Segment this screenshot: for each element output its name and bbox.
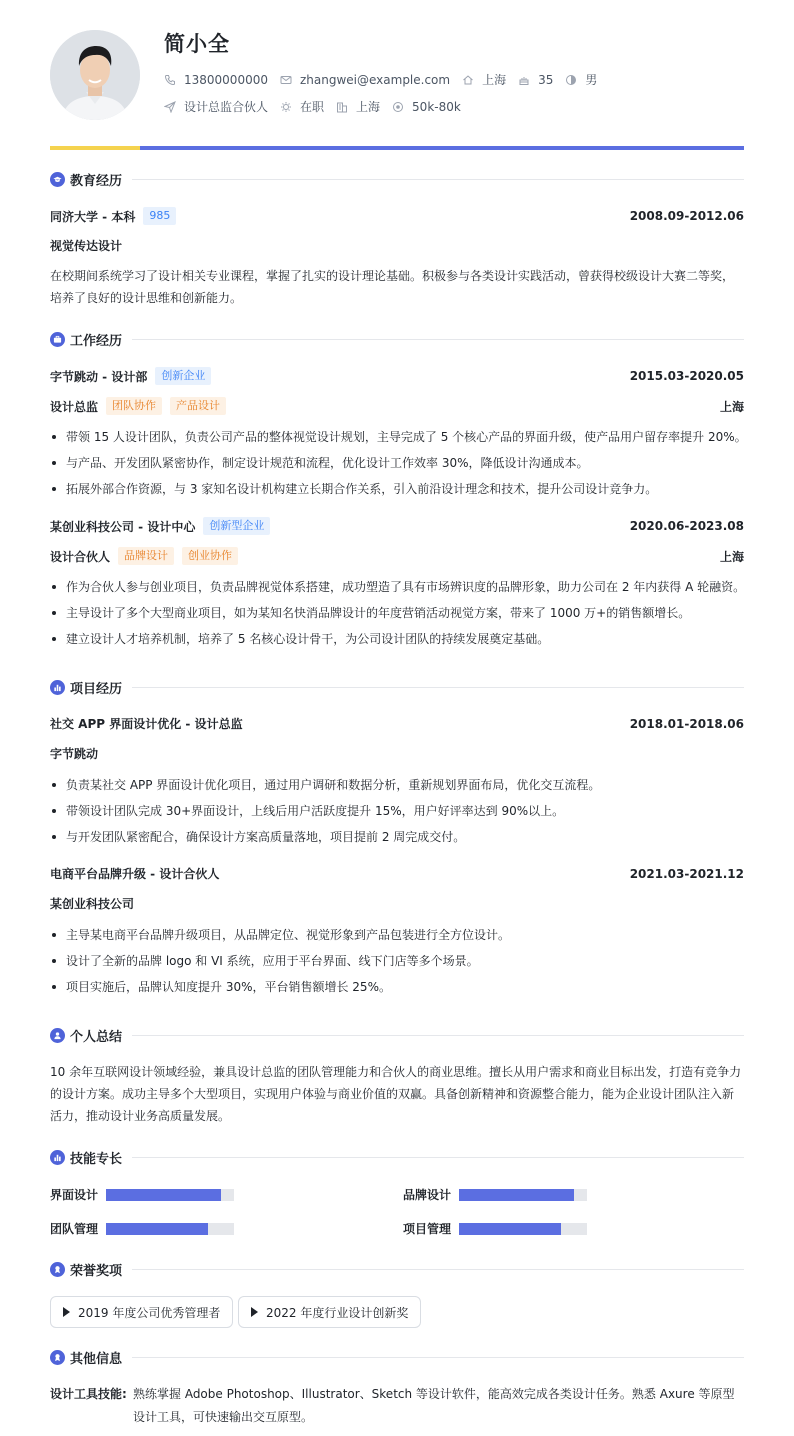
section-title: 荣誉奖项 — [70, 1263, 123, 1279]
section-work — [50, 329, 744, 349]
contact-info-row — [164, 71, 609, 88]
project-company-row — [50, 895, 744, 912]
list-item: 带领设计团队完成 30+界面设计，上线后用户活跃度提升 15%，用户好评率达到 90%以上。 — [50, 798, 744, 824]
project-header — [50, 865, 744, 882]
play-icon — [63, 1307, 70, 1317]
header-divider-accent — [50, 146, 140, 150]
list-item: 主导某电商平台品牌升级项目，从品牌定位、视觉形象到产品包装进行全方位设计。 — [50, 922, 744, 948]
work-city-text: 上海 — [356, 100, 381, 114]
company-name: 某创业科技公司 - 设计中心 — [50, 519, 196, 534]
school-name: 同济大学 - 本科 — [50, 209, 136, 224]
list-item: 主导设计了多个大型商业项目，如为某知名快消品牌设计的年度营销活动视觉方案，带来了 1000 万+的销售额增长。 — [50, 600, 744, 626]
award-item — [50, 1296, 233, 1328]
project-header — [50, 715, 744, 732]
skill-bar-fill — [459, 1189, 574, 1201]
section-awards — [50, 1259, 744, 1279]
position-text: 设计总监合伙人 — [184, 100, 269, 114]
list-item: 设计了全新的品牌 logo 和 VI 系统，应用于平台界面、线下门店等多个场景。 — [50, 948, 744, 974]
section-rule — [132, 1035, 744, 1036]
company-name: 字节跳动 - 设计部 — [50, 369, 148, 384]
gender-text: 男 — [585, 73, 598, 87]
work-period: 2015.03-2020.05 — [629, 369, 744, 383]
other-info — [50, 1383, 744, 1429]
company-tag: 创新企业 — [155, 367, 211, 385]
other-text: 熟练掌握 Adobe Photoshop、Illustrator、Sketch 等设计软件，能高效完成各类设计任务。熟悉 Axure 等原型设计工具，可快速输出交互原型。 — [133, 1387, 735, 1424]
section-rule — [132, 1357, 744, 1358]
section-rule — [132, 339, 744, 340]
award-icon — [50, 1262, 65, 1277]
bar-chart-icon — [50, 1150, 65, 1165]
education-description: 在校期间系统学习了设计相关专业课程，掌握了扎实的设计理论基础。积极参与各类设计实践活动，曾获得校级设计大赛二等奖，培养了良好的设计思维和创新能力。 — [50, 269, 735, 305]
section-title: 个人总结 — [70, 1029, 123, 1045]
skill-bar — [106, 1223, 234, 1235]
skill-bar-fill — [106, 1223, 208, 1235]
section-rule — [132, 1269, 744, 1270]
role: 设计合伙人 — [50, 549, 111, 564]
skill-name: 品牌设计 — [403, 1188, 452, 1202]
section-skills — [50, 1147, 744, 1167]
phone-text: 13800000000 — [184, 72, 268, 87]
salary-text: 50k-80k — [412, 99, 461, 114]
skill-item — [50, 1220, 234, 1237]
work-role-row — [50, 397, 744, 415]
role: 设计总监 — [50, 399, 99, 414]
skill-bar — [106, 1189, 234, 1201]
role-tag: 创业协作 — [182, 547, 238, 565]
skill-bar — [459, 1189, 587, 1201]
header-divider — [50, 146, 744, 150]
skill-name: 项目管理 — [403, 1222, 452, 1236]
skill-bar-fill — [106, 1189, 221, 1201]
project-company-row — [50, 745, 744, 762]
salary-item — [392, 100, 461, 114]
project-name: 电商平台品牌升级 - 设计合伙人 — [50, 867, 220, 881]
skill-item — [50, 1186, 234, 1203]
avatar — [50, 30, 140, 120]
gender-icon — [565, 74, 577, 86]
work-period: 2020.06-2023.08 — [629, 519, 744, 533]
list-item: 项目实施后，品牌认知度提升 30%，平台销售额增长 25%。 — [50, 974, 744, 1000]
section-title: 项目经历 — [70, 681, 123, 697]
work-bullets — [50, 424, 747, 502]
skill-item — [403, 1220, 587, 1237]
briefcase-icon — [50, 332, 65, 347]
work-header — [50, 367, 744, 385]
education-major-row — [50, 237, 744, 254]
list-item: 作为合伙人参与创业项目，负责品牌视觉体系搭建，成功塑造了具有市场辨识度的品牌形象，助力公司在 2 年内获得 A 轮融资。 — [50, 574, 744, 600]
section-projects — [50, 677, 744, 697]
section-title: 其他信息 — [70, 1351, 123, 1367]
project-company: 某创业科技公司 — [50, 897, 135, 911]
section-other — [50, 1347, 744, 1367]
project-period: 2021.03-2021.12 — [629, 866, 744, 881]
award-text: 2022 年度行业设计创新奖 — [266, 1305, 409, 1320]
job-info-row — [164, 98, 473, 115]
list-item: 与开发团队紧密配合，确保设计方案高质量落地，项目提前 2 周完成交付。 — [50, 824, 744, 850]
other-label: 设计工具技能: — [50, 1387, 127, 1401]
project-bullets — [50, 922, 744, 1000]
work-city-item — [336, 98, 380, 115]
skill-item — [403, 1186, 587, 1203]
role-tag: 品牌设计 — [118, 547, 174, 565]
section-title: 工作经历 — [70, 333, 123, 349]
bar-chart-icon — [50, 680, 65, 695]
section-title: 教育经历 — [70, 173, 123, 189]
education-header — [50, 207, 744, 225]
company-tag: 创新型企业 — [203, 517, 270, 535]
home-city-item — [462, 71, 506, 88]
phone-item — [164, 73, 268, 87]
play-icon — [251, 1307, 258, 1317]
email-item — [280, 73, 450, 87]
role-tag: 团队协作 — [106, 397, 162, 415]
list-item: 带领 15 人设计团队，负责公司产品的整体视觉设计规划，主导完成了 5 个核心产品的界面升级，使产品用户留存率提升 20%。 — [50, 424, 744, 450]
graduation-cap-icon — [50, 172, 65, 187]
age-text: 35 — [538, 72, 554, 87]
work-bullets — [50, 574, 744, 652]
school-tag: 985 — [143, 207, 176, 225]
skill-bar-fill — [459, 1223, 561, 1235]
mail-icon — [280, 74, 292, 86]
list-item: 负责某社交 APP 界面设计优化项目，通过用户调研和数据分析，重新规划界面布局，优化交互流程。 — [50, 772, 744, 798]
work-city: 上海 — [719, 549, 744, 564]
award-item — [238, 1296, 421, 1328]
email-text: zhangwei@example.com — [299, 72, 451, 87]
award-text: 2019 年度公司优秀管理者 — [78, 1305, 221, 1320]
skill-name: 团队管理 — [50, 1222, 99, 1236]
resume-page — [50, 0, 747, 1436]
info-icon — [50, 1350, 65, 1365]
list-item: 拓展外部合作资源，与 3 家知名设计机构建立长期合作关系，引入前沿设计理念和技术，提升公司设计竞争力。 — [50, 476, 744, 502]
section-education — [50, 169, 744, 189]
send-icon — [164, 101, 176, 113]
candidate-name: 简小全 — [164, 32, 230, 56]
section-rule — [132, 687, 744, 688]
salary-icon — [392, 101, 404, 113]
role-tag: 产品设计 — [170, 397, 226, 415]
skill-name: 界面设计 — [50, 1188, 99, 1202]
project-name: 社交 APP 界面设计优化 - 设计总监 — [50, 717, 243, 731]
position-item — [164, 98, 268, 115]
status-item — [280, 98, 324, 115]
work-city: 上海 — [719, 399, 744, 414]
status-icon — [280, 101, 292, 113]
home-icon — [462, 74, 474, 86]
age-item — [518, 73, 553, 87]
home-city-text: 上海 — [482, 73, 507, 87]
project-bullets — [50, 772, 744, 850]
project-company: 字节跳动 — [50, 747, 99, 761]
project-period: 2018.01-2018.06 — [629, 716, 744, 731]
building-icon — [336, 101, 348, 113]
section-rule — [132, 179, 744, 180]
list-item: 与产品、开发团队紧密协作，制定设计规范和流程，优化设计工作效率 30%，降低设计沟通成本。 — [50, 450, 744, 476]
phone-icon — [164, 74, 176, 86]
gender-item — [565, 71, 597, 88]
status-text: 在职 — [300, 100, 325, 114]
cake-icon — [518, 74, 530, 86]
work-role-row — [50, 547, 744, 565]
section-summary — [50, 1025, 744, 1045]
section-title: 技能专长 — [70, 1151, 123, 1167]
list-item: 建立设计人才培养机制，培养了 5 名核心设计骨干，为公司设计团队的持续发展奠定基础。 — [50, 626, 744, 652]
skill-bar — [459, 1223, 587, 1235]
section-rule — [132, 1157, 744, 1158]
major: 视觉传达设计 — [50, 239, 123, 253]
work-header — [50, 517, 744, 535]
user-icon — [50, 1028, 65, 1043]
education-period: 2008.09-2012.06 — [629, 209, 744, 223]
summary-text: 10 余年互联网设计领域经验，兼具设计总监的团队管理能力和合伙人的商业思维。擅长从用户需求和商业目标出发，打造有竞争力的设计方案。成功主导多个大型项目，实现用户体验与商业价值的双赢。具备创新精神和资源整合能力，能为企业设计团队注入新活力，推动设计业务高质量发展。 — [50, 1065, 742, 1123]
